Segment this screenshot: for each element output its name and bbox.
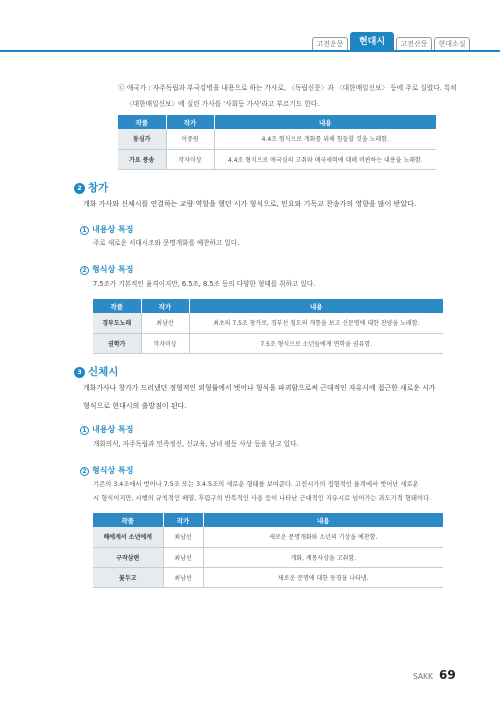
author-cell: 이중원 bbox=[166, 129, 214, 149]
table-header-content: 내용 bbox=[189, 299, 443, 313]
table-changga bbox=[93, 299, 443, 354]
table-sinchesi bbox=[93, 513, 443, 588]
content-cell: 4.4조 형식으로 애국심의 고취와 애국세력에 대해 비판하는 내용을 노래함. bbox=[214, 149, 436, 169]
section-2-title: 창가 bbox=[88, 182, 109, 194]
section-3-sub-2-number: 2 bbox=[80, 467, 89, 476]
table-gaehwa-gasa bbox=[118, 115, 436, 170]
page-number: 69 bbox=[439, 668, 456, 682]
section-3-body-line-1: 개화가사나 창가가 드러냈던 정형적인 외형률에서 벗어나 형식을 파괴함으로써 근대적인 자유시에 접근한 새로운 시가 bbox=[83, 384, 436, 392]
tab-modern-novel[interactable]: 현대소설 bbox=[434, 37, 470, 50]
table-row bbox=[118, 149, 436, 169]
content-cell: 개화, 계몽사상을 고취함. bbox=[203, 547, 443, 567]
chapter-tabs bbox=[0, 31, 500, 51]
work-cell: 권학가 bbox=[93, 333, 141, 353]
work-cell: 해에게서 소년에게 bbox=[93, 527, 163, 547]
table-row bbox=[93, 547, 443, 567]
tab-classic-verse[interactable]: 고전운문 bbox=[312, 37, 348, 50]
table-header-content: 내용 bbox=[203, 513, 443, 527]
section-2-sub-1-number: 1 bbox=[80, 226, 89, 235]
table-row bbox=[93, 567, 443, 587]
author-cell: 작자미상 bbox=[141, 333, 189, 353]
table-row bbox=[118, 129, 436, 149]
note-line-1: ⓒ 애국가 : 자주독립과 부국강병을 내용으로 하는 가사로, 〈독립신문〉과 〈대한매일신보〉 등에 주로 실렸다. 특히 bbox=[118, 84, 457, 92]
note-paragraph bbox=[118, 80, 457, 112]
table-header-author: 작가 bbox=[163, 513, 203, 527]
work-cell: 가요 풍송 bbox=[118, 149, 166, 169]
section-3-number: 3 bbox=[74, 367, 85, 378]
work-cell: 경부도노래 bbox=[93, 313, 141, 333]
section-3-body-line-2: 형식으로 현대시의 출발점이 된다. bbox=[83, 402, 187, 410]
work-cell: 꽃두고 bbox=[93, 567, 163, 587]
content-cell: 4.4조 형식으로 개화를 위해 힘들할 것을 노래함. bbox=[214, 129, 436, 149]
tab-underline bbox=[0, 50, 500, 52]
footer-brand: SAKK bbox=[413, 672, 433, 681]
author-cell: 최남선 bbox=[141, 313, 189, 333]
table-header-work: 작품 bbox=[93, 513, 163, 527]
tab-modern-poetry[interactable]: 현대시 bbox=[350, 32, 394, 51]
section-3-sub-1-title: 내용상 특징 bbox=[92, 425, 134, 434]
section-2-sub-2-text: 7.5조가 기본적인 율격이지만, 6.5조, 8.5조 등의 다양한 형태를 취하고 있다. bbox=[93, 280, 316, 288]
work-cell: 동심가 bbox=[118, 129, 166, 149]
content-cell: 새로운 문명개화와 소년의 기상을 예찬함. bbox=[203, 527, 443, 547]
table-header-work: 작품 bbox=[93, 299, 141, 313]
table-row bbox=[93, 313, 443, 333]
note-line-2: 〈대한매일신보〉에 실린 가사를 '사회등 가사'라고 부르기도 한다. bbox=[126, 100, 320, 108]
table-header-author: 작가 bbox=[166, 115, 214, 129]
section-3-sub-1-text: 개화의식, 자주독립과 민족정신, 신교육, 남녀 평등 사상 등을 담고 있다. bbox=[93, 440, 299, 448]
section-2-body: 개화 가사와 신체시를 연결하는 교량 역할을 했던 시가 형식으로, 민요와 기독교 찬송가의 영향을 많이 받았다. bbox=[83, 200, 417, 208]
author-cell: 최남선 bbox=[163, 567, 203, 587]
table-header-content: 내용 bbox=[214, 115, 436, 129]
section-2-sub-1-text: 주로 새로운 서대시조와 문명개화를 예찬하고 있다. bbox=[93, 239, 240, 247]
author-cell: 작자미상 bbox=[166, 149, 214, 169]
table-header-author: 작가 bbox=[141, 299, 189, 313]
content-cell: 최초의 7.5조 창가로, 경부선 철도의 개통을 보고 신문명에 대한 찬양을 노래함. bbox=[189, 313, 443, 333]
table-row bbox=[93, 527, 443, 547]
author-cell: 최남선 bbox=[163, 547, 203, 567]
section-2-sub-1-title: 내용상 특징 bbox=[92, 225, 134, 234]
table-row bbox=[93, 333, 443, 353]
section-2-sub-2-number: 2 bbox=[80, 266, 89, 275]
section-3-sub-1-number: 1 bbox=[80, 426, 89, 435]
section-2-number: 2 bbox=[74, 183, 85, 194]
section-2-sub-2-title: 형식상 특징 bbox=[92, 265, 134, 274]
content-cell: 7.5조 형식으로 소년들에게 면학을 권유함. bbox=[189, 333, 443, 353]
section-3-sub-2-title: 형식상 특징 bbox=[92, 466, 134, 475]
tab-classic-prose[interactable]: 고전산문 bbox=[396, 37, 432, 50]
author-cell: 최남선 bbox=[163, 527, 203, 547]
content-cell: 새로운 문명에 대한 동경을 나타냄. bbox=[203, 567, 443, 587]
work-cell: 구작삼편 bbox=[93, 547, 163, 567]
table-header-work: 작품 bbox=[118, 115, 166, 129]
section-3-title: 신체시 bbox=[88, 366, 119, 378]
section-3-sub-2-text-line-1: 기존의 3.4조에서 벗어나 7.5조 또는 3.4.5조의 새로운 형태를 보여준다. 고전시가의 정형적인 율격에서 벗어난 새로운 bbox=[93, 481, 419, 488]
section-3-sub-2-text-line-2: 시 형식이지만, 시행의 규칙적인 배열, 후렴구의 반복적인 사용 등이 나타난 근대적인 자유시로 넘어가는 과도기적 형태이다. bbox=[93, 495, 432, 502]
